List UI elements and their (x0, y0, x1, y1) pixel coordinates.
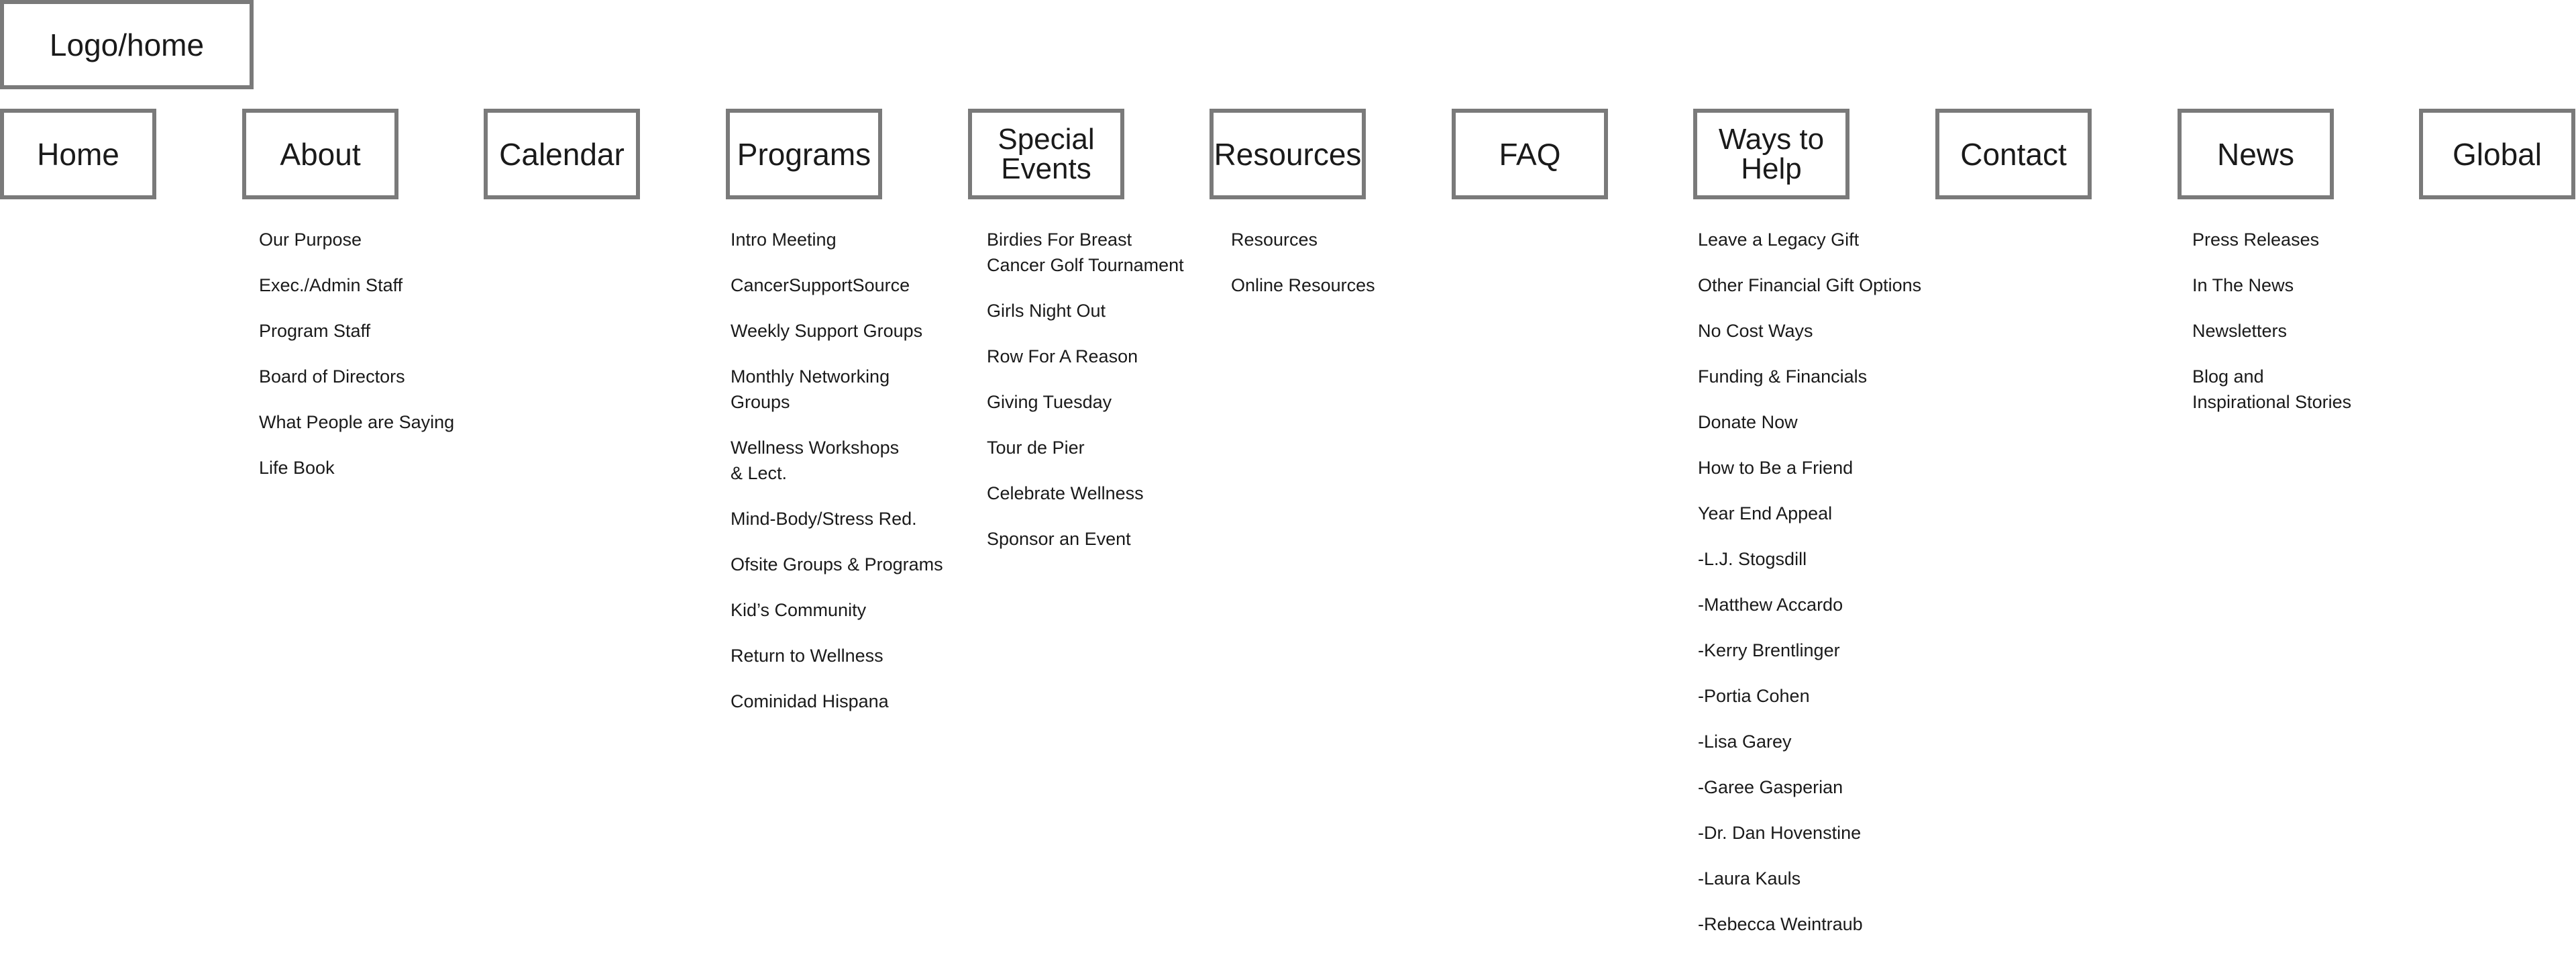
nav-global[interactable]: Global (2419, 109, 2575, 199)
special-events-submenu-item[interactable]: Celebrate Wellness (987, 483, 1144, 503)
ways-to-help-submenu-item[interactable]: Donate Now (1698, 412, 1798, 432)
ways-to-help-submenu-item[interactable]: -Rebecca Weintraub (1698, 914, 1863, 934)
news-submenu-item[interactable]: Newsletters (2192, 321, 2288, 341)
special-events-submenu-item[interactable]: Row For A Reason (987, 346, 1138, 366)
programs-submenu-item[interactable]: Wellness Workshops & Lect. (731, 438, 900, 483)
about-submenu-item[interactable]: Our Purpose (259, 230, 362, 250)
nav-special-events[interactable]: Special Events (968, 109, 1124, 199)
ways-to-help-submenu-item[interactable]: -Garee Gasperian (1698, 777, 1843, 797)
nav-home[interactable]: Home (0, 109, 156, 199)
ways-to-help-submenu-item[interactable]: Funding & Financials (1698, 366, 1868, 387)
logo-home-box[interactable]: Logo/home (0, 0, 254, 89)
ways-to-help-submenu (1698, 227, 1921, 957)
about-submenu-item[interactable]: Board of Directors (259, 366, 405, 387)
special-events-submenu-item[interactable]: Tour de Pier (987, 438, 1085, 458)
about-submenu-item[interactable]: Program Staff (259, 321, 371, 341)
programs-submenu (731, 227, 943, 734)
news-submenu-item[interactable]: Press Releases (2192, 230, 2320, 250)
nav-programs[interactable]: Programs (726, 109, 882, 199)
resources-submenu-item[interactable]: Online Resources (1231, 275, 1375, 295)
special-events-submenu-item[interactable]: Sponsor an Event (987, 529, 1131, 549)
special-events-submenu-item[interactable]: Giving Tuesday (987, 392, 1112, 412)
ways-to-help-submenu-item[interactable]: -Lisa Garey (1698, 732, 1792, 752)
programs-submenu-item[interactable]: Weekly Support Groups (731, 321, 923, 341)
resources-submenu (1231, 227, 1375, 318)
ways-to-help-submenu-item[interactable]: Leave a Legacy Gift (1698, 230, 1860, 250)
ways-to-help-submenu-item[interactable]: How to Be a Friend (1698, 458, 1854, 478)
news-submenu-item[interactable]: In The News (2192, 275, 2294, 295)
ways-to-help-submenu-item[interactable]: Other Financial Gift Options (1698, 275, 1922, 295)
special-events-submenu (987, 227, 1184, 572)
ways-to-help-submenu-item[interactable]: Year End Appeal (1698, 503, 1833, 523)
programs-submenu-item[interactable]: Ofsite Groups & Programs (731, 554, 943, 574)
programs-submenu-item[interactable]: Mind-Body/Stress Red. (731, 509, 917, 529)
ways-to-help-submenu-item[interactable]: No Cost Ways (1698, 321, 1813, 341)
programs-submenu-item[interactable]: Monthly Networking Groups (731, 366, 890, 412)
about-submenu-item[interactable]: Exec./Admin Staff (259, 275, 403, 295)
ways-to-help-submenu-item[interactable]: -Dr. Dan Hovenstine (1698, 823, 1862, 843)
ways-to-help-submenu-item[interactable]: -Matthew Accardo (1698, 595, 1843, 615)
about-submenu-item[interactable]: Life Book (259, 458, 335, 478)
nav-faq[interactable]: FAQ (1452, 109, 1608, 199)
ways-to-help-submenu-item[interactable]: -Laura Kauls (1698, 868, 1801, 889)
nav-calendar[interactable]: Calendar (484, 109, 640, 199)
programs-submenu-item[interactable]: Return to Wellness (731, 646, 883, 666)
nav-resources[interactable]: Resources (1210, 109, 1366, 199)
nav-contact[interactable]: Contact (1935, 109, 2092, 199)
programs-submenu-item[interactable]: Cominidad Hispana (731, 691, 889, 711)
news-submenu-item[interactable]: Blog and Inspirational Stories (2192, 366, 2352, 412)
resources-submenu-item[interactable]: Resources (1231, 230, 1318, 250)
nav-ways-to-help[interactable]: Ways to Help (1693, 109, 1849, 199)
special-events-submenu-item[interactable]: Birdies For Breast Cancer Golf Tournament (987, 230, 1184, 275)
ways-to-help-submenu-item[interactable]: -L.J. Stogsdill (1698, 549, 1807, 569)
news-submenu (2192, 227, 2351, 435)
ways-to-help-submenu-item[interactable]: -Kerry Brentlinger (1698, 640, 1840, 660)
nav-about[interactable]: About (242, 109, 398, 199)
about-submenu (259, 227, 454, 501)
nav-news[interactable]: News (2178, 109, 2334, 199)
special-events-submenu-item[interactable]: Girls Night Out (987, 301, 1106, 321)
programs-submenu-item[interactable]: Kid’s Community (731, 600, 867, 620)
ways-to-help-submenu-item[interactable]: -Portia Cohen (1698, 686, 1810, 706)
about-submenu-item[interactable]: What People are Saying (259, 412, 455, 432)
programs-submenu-item[interactable]: Intro Meeting (731, 230, 837, 250)
programs-submenu-item[interactable]: CancerSupportSource (731, 275, 910, 295)
